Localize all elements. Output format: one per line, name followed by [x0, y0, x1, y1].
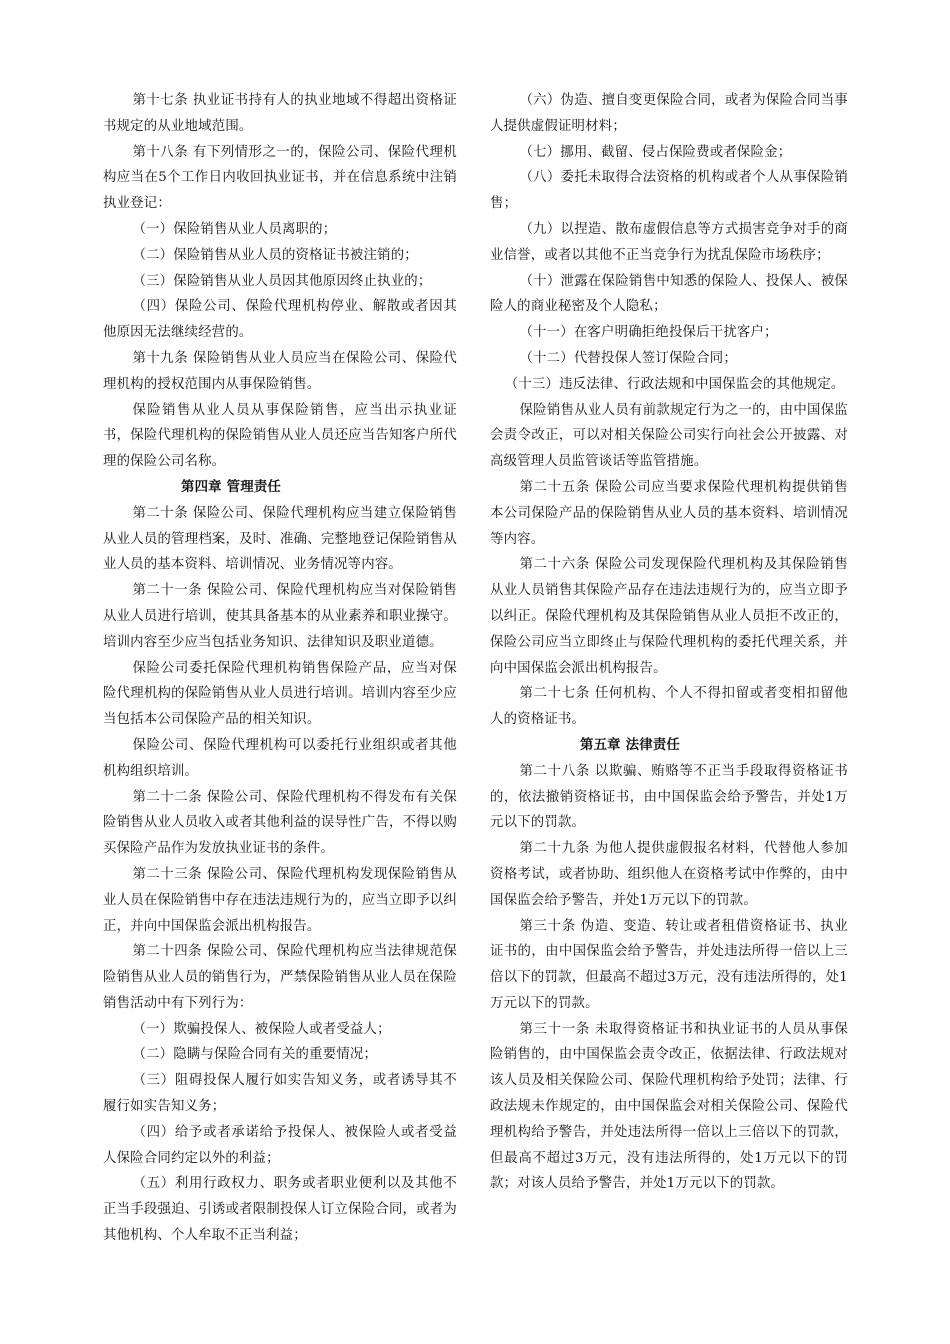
list-item: （二）保险销售从业人员的资格证书被注销的； — [132, 247, 418, 263]
list-item: （一）保险销售从业人员离职的； — [132, 221, 337, 237]
list-item: （四）给予或者承诺给予投保人、被保险人或者受益人保险合同约定以外的利益； — [103, 1124, 457, 1166]
article-paragraph: 第二十四条 保险公司、保险代理机构应当法律规范保险销售从业人员的销售行为，严禁保险销售从业人员在保险销售活动中有下列行为： — [103, 944, 457, 1011]
list-item: （十一）在客户明确拒绝投保后干扰客户； — [519, 325, 778, 341]
list-item: （九）以捏造、散布虚假信息等方式损害竞争对手的商业信誉，或者以其他不正当竞争行为扰乱保险市场秩序； — [490, 221, 848, 263]
article-paragraph: 保险公司委托保险代理机构销售保险产品，应当对保险代理机构的保险销售从业人员进行培训。培训内容至少应当包括本公司保险产品的相关知识。 — [103, 660, 457, 728]
left-column — [103, 88, 457, 1249]
article-paragraph: 第十九条 保险销售从业人员应当在保险公司、保险代理机构的授权范围内从事保险销售。 — [103, 350, 457, 392]
list-item: （三）阻碍投保人履行如实告知义务，或者诱导其不履行如实告知义务； — [103, 1073, 457, 1115]
list-item: （十）泄露在保险销售中知悉的保险人、投保人、被保险人的商业秘密及个人隐私； — [490, 273, 848, 315]
article-paragraph: 第二十七条 任何机构、个人不得扣留或者变相扣留他人的资格证书。 — [490, 686, 848, 728]
article-paragraph: 第二十条 保险公司、保险代理机构应当建立保险销售从业人员的管理档案，及时、准确、完整地登记保险销售从业人员的基本资料、培训情况、业务情况等内容。 — [103, 505, 457, 573]
list-item: （五）利用行政权力、职务或者职业便利以及其他不正当手段强迫、引诱或者限制投保人订立保险合同，或者为其他机构、个人牟取不正当利益； — [103, 1176, 457, 1244]
article-paragraph: 第二十五条 保险公司应当要求保险代理机构提供销售本公司保险产品的保险销售从业人员的基本资料、培训情况等内容。 — [490, 479, 848, 547]
chapter-heading: 第五章 法律责任 — [580, 736, 680, 753]
list-item: （四）保险公司、保险代理机构停业、解散或者因其他原因无法继续经营的。 — [103, 299, 457, 341]
list-item: （一）欺骗投保人、被保险人或者受益人； — [132, 1021, 391, 1037]
article-paragraph: 第二十三条 保险公司、保险代理机构发现保险销售从业人员在保险销售中存在违法违规行为的，应当立即予以纠正，并向中国保监会派出机构报告。 — [103, 866, 457, 934]
article-paragraph: 保险销售从业人员从事保险销售，应当出示执业证书，保险代理机构的保险销售从业人员还应当告知客户所代理的保险公司名称。 — [103, 402, 457, 470]
article-paragraph: 第二十八条 以欺骗、贿赂等不正当手段取得资格证书的，依法撤销资格证书，由中国保监会给予警告，并处1万元以下的罚款。 — [490, 763, 848, 831]
article-paragraph: 第二十一条 保险公司、保险代理机构应当对保险销售从业人员进行培训，使其具备基本的从业素养和职业操守。培训内容至少应当包括业务知识、法律知识及职业道德。 — [103, 583, 457, 650]
article-paragraph: 第二十二条 保险公司、保险代理机构不得发布有关保险销售从业人员收入或者其他利益的误导性广告，不得以购买保险产品作为发放执业证书的条件。 — [103, 789, 457, 857]
article-paragraph: 第二十六条 保险公司发现保险代理机构及其保险销售从业人员销售其保险产品存在违法违规行为的，应当立即予以纠正。保险代理机构及其保险销售从业人员拒不改正的，保险公司应当立即终止与保险代理机构的委托代理关系，并向中国保监会派出机构报告。 — [490, 557, 848, 676]
list-item: （八）委托未取得合法资格的机构或者个人从事保险销售； — [490, 170, 848, 212]
list-item: （十二）代替投保人签订保险合同； — [519, 350, 737, 366]
list-item: （十三）违反法律、行政法规和中国保监会的其他规定。 — [504, 376, 845, 392]
article-paragraph: 第三十一条 未取得资格证书和执业证书的人员从事保险销售的，由中国保监会责令改正，依据法律、行政法规对该人员及相关保险公司、保险代理机构给予处罚；法律、行政法规未作规定的，由中国保监会对相关保险公司、保险代理机构给予警告，并处违法所得一倍以上三倍以下的罚款，但最高不超过3万元，没有违法所得的，处1万元以下的罚款；对该人员给予警告，并处1万元以下的罚款。 — [490, 1021, 848, 1192]
right-column — [490, 88, 848, 1197]
article-paragraph: 保险销售从业人员有前款规定行为之一的，由中国保监会责令改正，可以对相关保险公司实行向社会公开披露、对高级管理人员监管谈话等监管措施。 — [490, 402, 848, 470]
article-paragraph: 第十七条 执业证书持有人的执业地域不得超出资格证书规定的从业地域范围。 — [103, 93, 457, 134]
list-item: （七）挪用、截留、侵占保险费或者保险金； — [519, 144, 792, 160]
article-paragraph: 保险公司、保险代理机构可以委托行业组织或者其他机构组织培训。 — [103, 737, 457, 779]
article-paragraph: 第二十九条 为他人提供虚假报名材料，代替他人参加资格考试，或者协助、组织他人在资格考试中作弊的，由中国保监会给予警告，并处1万元以下的罚款。 — [490, 841, 848, 908]
list-item: （二）隐瞒与保险合同有关的重要情况； — [132, 1047, 378, 1063]
article-paragraph: 第三十条 伪造、变造、转让或者租借资格证书、执业证书的，由中国保监会给予警告，并处违法所得一倍以上三倍以下的罚款，但最高不超过3万元，没有违法所得的，处1万元以下的罚款。 — [490, 918, 848, 1011]
chapter-heading: 第四章 管理责任 — [181, 478, 281, 495]
list-item: （三）保险销售从业人员因其他原因终止执业的； — [132, 273, 432, 289]
article-paragraph: 第十八条 有下列情形之一的，保险公司、保险代理机构应当在5个工作日内收回执业证书，并在信息系统中注销执业登记： — [103, 144, 457, 212]
list-item: （六）伪造、擅自变更保险合同，或者为保险合同当事人提供虚假证明材料； — [490, 93, 848, 134]
